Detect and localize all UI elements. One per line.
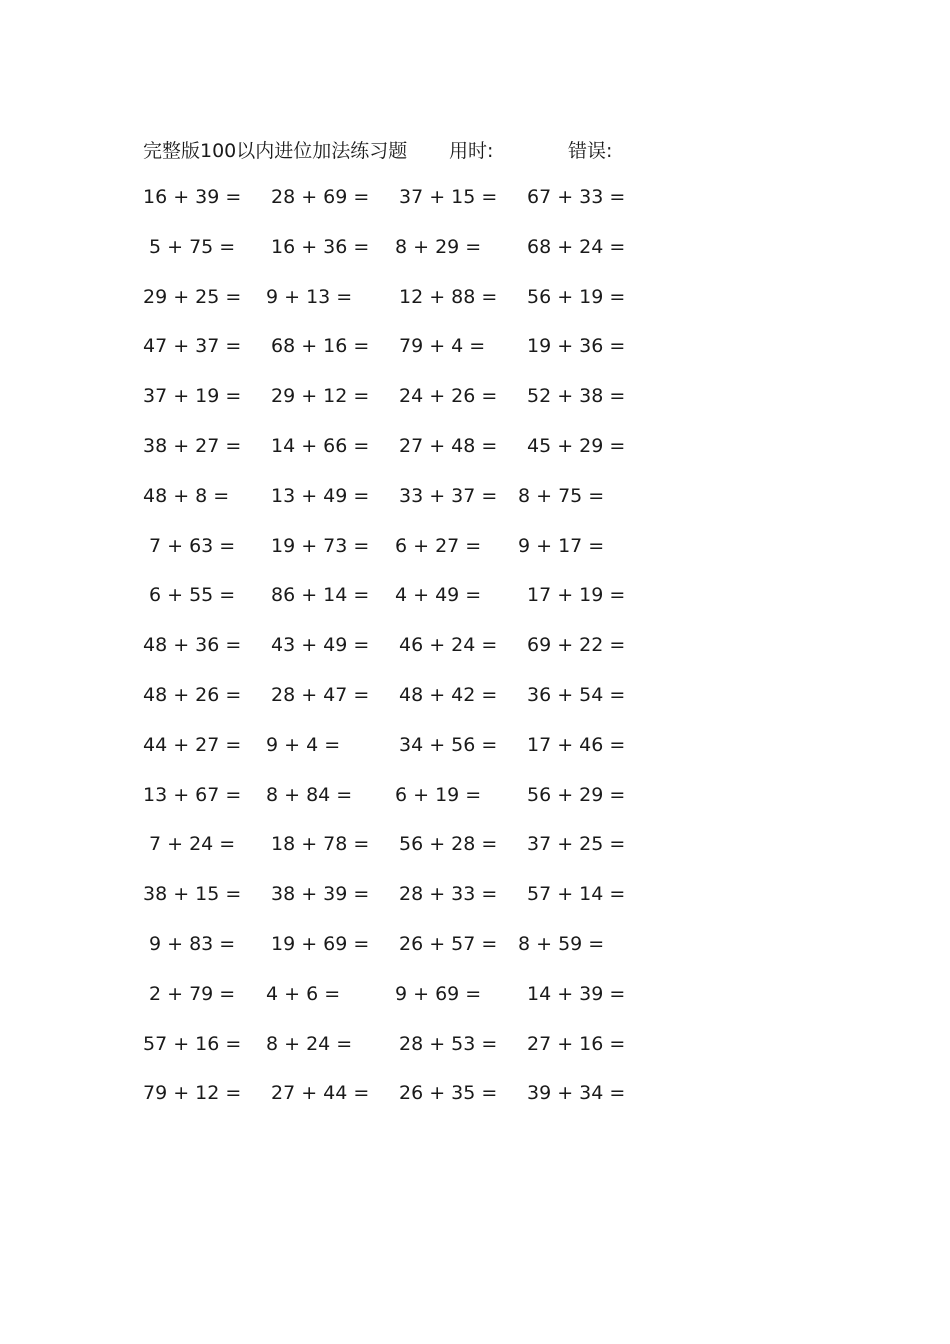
addition-problem: 27 + 16 =: [527, 1032, 626, 1055]
addition-problem: 27 + 48 =: [399, 434, 498, 457]
problem-row: [0, 381, 950, 431]
addition-problem: 56 + 19 =: [527, 285, 626, 308]
addition-problem: 6 + 55 =: [149, 584, 236, 607]
addition-problem: 33 + 37 =: [399, 484, 498, 507]
addition-problem: 9 + 4 =: [266, 733, 341, 756]
addition-problem: 16 + 36 =: [271, 235, 370, 258]
addition-problem: 48 + 26 =: [143, 683, 242, 706]
problem-row: [0, 531, 950, 581]
problem-row: [0, 182, 950, 232]
addition-problem: 29 + 12 =: [271, 385, 370, 408]
problem-row: [0, 232, 950, 282]
addition-problem: 14 + 39 =: [527, 982, 626, 1005]
addition-problem: 8 + 84 =: [266, 783, 353, 806]
addition-problem: 6 + 27 =: [395, 534, 482, 557]
problem-row: [0, 730, 950, 780]
addition-problem: 8 + 29 =: [395, 235, 482, 258]
problem-row: [0, 630, 950, 680]
addition-problem: 48 + 36 =: [143, 634, 242, 657]
addition-problem: 9 + 17 =: [518, 534, 605, 557]
addition-problem: 13 + 67 =: [143, 783, 242, 806]
problem-row: [0, 979, 950, 1029]
addition-problem: 28 + 47 =: [271, 683, 370, 706]
addition-problem: 38 + 15 =: [143, 883, 242, 906]
addition-problem: 28 + 69 =: [271, 186, 370, 208]
addition-problem: 47 + 37 =: [143, 335, 242, 358]
addition-problem: 19 + 36 =: [527, 335, 626, 358]
addition-problem: 9 + 13 =: [266, 285, 353, 308]
problem-row: [0, 1029, 950, 1079]
addition-problem: 57 + 16 =: [143, 1032, 242, 1055]
addition-problem: 26 + 35 =: [399, 1082, 498, 1105]
addition-problem: 37 + 19 =: [143, 385, 242, 408]
addition-problem: 6 + 19 =: [395, 783, 482, 806]
addition-problem: 18 + 78 =: [271, 833, 370, 856]
addition-problem: 45 + 29 =: [527, 434, 626, 457]
problem-row: [0, 929, 950, 979]
error-label: 错误:: [568, 140, 613, 162]
addition-problem: 48 + 8 =: [143, 484, 230, 507]
addition-problem: 29 + 25 =: [143, 285, 242, 308]
addition-problem: 68 + 24 =: [527, 235, 626, 258]
addition-problem: 56 + 28 =: [399, 833, 498, 856]
addition-problem: 8 + 59 =: [518, 932, 605, 955]
addition-problem: 79 + 4 =: [399, 335, 486, 358]
addition-problem: 9 + 69 =: [395, 982, 482, 1005]
addition-problem: 44 + 27 =: [143, 733, 242, 756]
addition-problem: 56 + 29 =: [527, 783, 626, 806]
problem-row: [0, 829, 950, 879]
problem-row: [0, 331, 950, 381]
addition-problem: 79 + 12 =: [143, 1082, 242, 1105]
addition-problem: 26 + 57 =: [399, 932, 498, 955]
addition-problem: 12 + 88 =: [399, 285, 498, 308]
addition-problem: 38 + 39 =: [271, 883, 370, 906]
addition-problem: 4 + 6 =: [266, 982, 341, 1005]
addition-problem: 13 + 49 =: [271, 484, 370, 507]
addition-problem: 4 + 49 =: [395, 584, 482, 607]
time-label: 用时:: [449, 140, 494, 162]
addition-problem: 46 + 24 =: [399, 634, 498, 657]
problem-row: [0, 879, 950, 929]
addition-problem: 8 + 75 =: [518, 484, 605, 507]
worksheet-title: 完整版100以内进位加法练习题: [143, 140, 408, 162]
addition-problem: 37 + 15 =: [399, 186, 498, 208]
addition-problem: 37 + 25 =: [527, 833, 626, 856]
addition-problem: 27 + 44 =: [271, 1082, 370, 1105]
addition-problem: 43 + 49 =: [271, 634, 370, 657]
addition-problem: 17 + 46 =: [527, 733, 626, 756]
addition-problem: 69 + 22 =: [527, 634, 626, 657]
addition-problem: 48 + 42 =: [399, 683, 498, 706]
problem-row: [0, 780, 950, 830]
addition-problem: 52 + 38 =: [527, 385, 626, 408]
problem-row: [0, 282, 950, 332]
addition-problem: 28 + 53 =: [399, 1032, 498, 1055]
addition-problem: 7 + 24 =: [149, 833, 236, 856]
addition-problem: 38 + 27 =: [143, 434, 242, 457]
problem-row: [0, 1078, 950, 1128]
addition-problem: 24 + 26 =: [399, 385, 498, 408]
problem-grid: [0, 182, 950, 1128]
addition-problem: 19 + 73 =: [271, 534, 370, 557]
addition-problem: 19 + 69 =: [271, 932, 370, 955]
addition-problem: 36 + 54 =: [527, 683, 626, 706]
addition-problem: 34 + 56 =: [399, 733, 498, 756]
addition-problem: 9 + 83 =: [149, 932, 236, 955]
addition-problem: 86 + 14 =: [271, 584, 370, 607]
addition-problem: 39 + 34 =: [527, 1082, 626, 1105]
addition-problem: 57 + 14 =: [527, 883, 626, 906]
addition-problem: 5 + 75 =: [149, 235, 236, 258]
addition-problem: 68 + 16 =: [271, 335, 370, 358]
addition-problem: 17 + 19 =: [527, 584, 626, 607]
problem-row: [0, 431, 950, 481]
worksheet-header: [0, 136, 950, 166]
problem-row: [0, 680, 950, 730]
addition-problem: 2 + 79 =: [149, 982, 236, 1005]
addition-problem: 14 + 66 =: [271, 434, 370, 457]
problem-row: [0, 580, 950, 630]
addition-problem: 67 + 33 =: [527, 186, 626, 208]
addition-problem: 16 + 39 =: [143, 186, 242, 208]
addition-problem: 28 + 33 =: [399, 883, 498, 906]
problem-row: [0, 481, 950, 531]
addition-problem: 7 + 63 =: [149, 534, 236, 557]
addition-problem: 8 + 24 =: [266, 1032, 353, 1055]
